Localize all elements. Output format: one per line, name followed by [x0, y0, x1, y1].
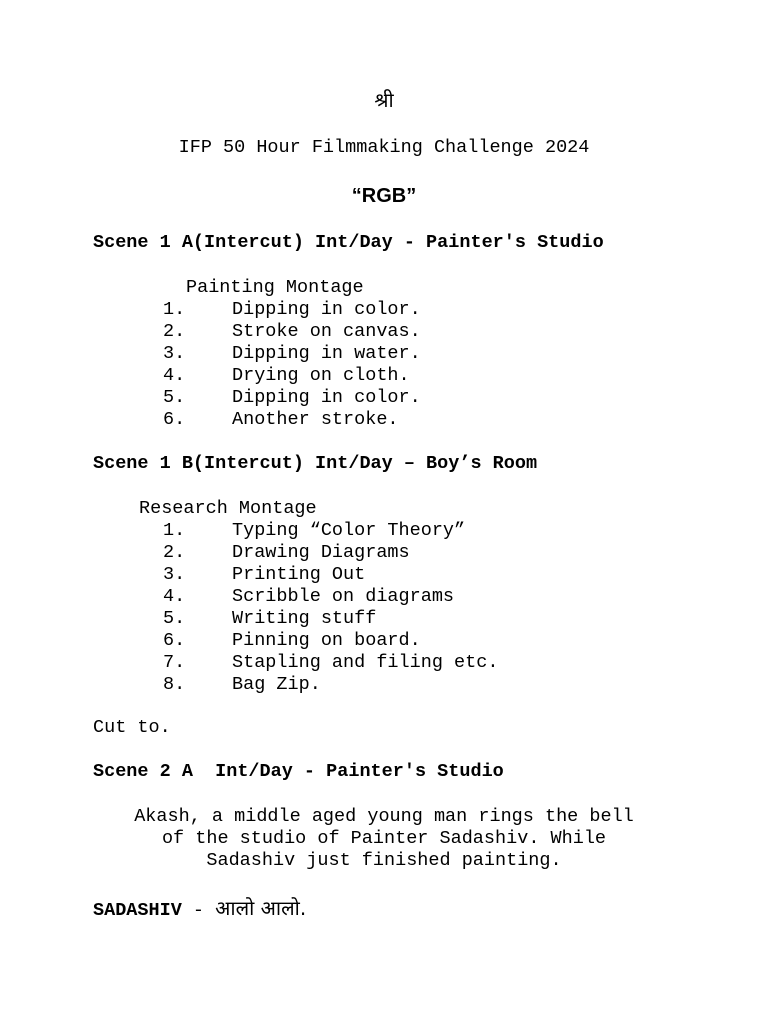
- shree-invocation: श्री: [374, 88, 394, 112]
- film-title: “RGB”: [351, 185, 417, 207]
- list-item: Drying on cloth.: [232, 365, 410, 386]
- list-item: Stapling and filing etc.: [232, 652, 499, 673]
- character-name: SADASHIV: [93, 900, 182, 921]
- list-item-number: 2.: [163, 542, 186, 563]
- list-item-number: 4.: [163, 586, 186, 607]
- action-line: Akash, a middle aged young man rings the bell: [134, 806, 634, 827]
- scene-2a-heading: Scene 2 A Int/Day - Painter's Studio: [93, 761, 504, 782]
- list-item: Drawing Diagrams: [232, 542, 410, 563]
- dialogue-text: आलो आलो.: [215, 896, 307, 920]
- list-item: Dipping in water.: [232, 343, 421, 364]
- list-item-number: 5.: [163, 608, 186, 629]
- scene-1a-heading: Scene 1 A(Intercut) Int/Day - Painter's Studio: [93, 232, 604, 253]
- list-item-number: 8.: [163, 674, 186, 695]
- dialogue-separator: -: [181, 900, 216, 921]
- list-item-number: 5.: [163, 387, 186, 408]
- list-item-number: 3.: [163, 564, 186, 585]
- list-item-number: 6.: [163, 630, 186, 651]
- transition: Cut to.: [93, 717, 171, 738]
- scene-1b-heading: Scene 1 B(Intercut) Int/Day – Boy’s Room: [93, 453, 538, 474]
- list-item: Another stroke.: [232, 409, 399, 430]
- list-item-number: 7.: [163, 652, 186, 673]
- list-item-number: 6.: [163, 409, 186, 430]
- list-item-number: 4.: [163, 365, 186, 386]
- list-item-number: 3.: [163, 343, 186, 364]
- list-item: Printing Out: [232, 564, 366, 585]
- list-item: Dipping in color.: [232, 299, 421, 320]
- event-title: IFP 50 Hour Filmmaking Challenge 2024: [178, 137, 590, 158]
- dialogue-line: [93, 897, 306, 922]
- list-item: Typing “Color Theory”: [232, 520, 466, 541]
- list-item-number: 1.: [163, 520, 186, 541]
- painting-montage-title: Painting Montage: [186, 277, 364, 298]
- list-item: Bag Zip.: [232, 674, 321, 695]
- list-item-number: 1.: [163, 299, 186, 320]
- list-item: Pinning on board.: [232, 630, 421, 651]
- list-item: Scribble on diagrams: [232, 586, 455, 607]
- action-line: of the studio of Painter Sadashiv. While: [161, 828, 607, 849]
- research-montage-title: Research Montage: [139, 498, 317, 519]
- action-line: Sadashiv just finished painting.: [206, 850, 562, 871]
- list-item-number: 2.: [163, 321, 186, 342]
- list-item: Writing stuff: [232, 608, 377, 629]
- list-item: Stroke on canvas.: [232, 321, 421, 342]
- list-item: Dipping in color.: [232, 387, 421, 408]
